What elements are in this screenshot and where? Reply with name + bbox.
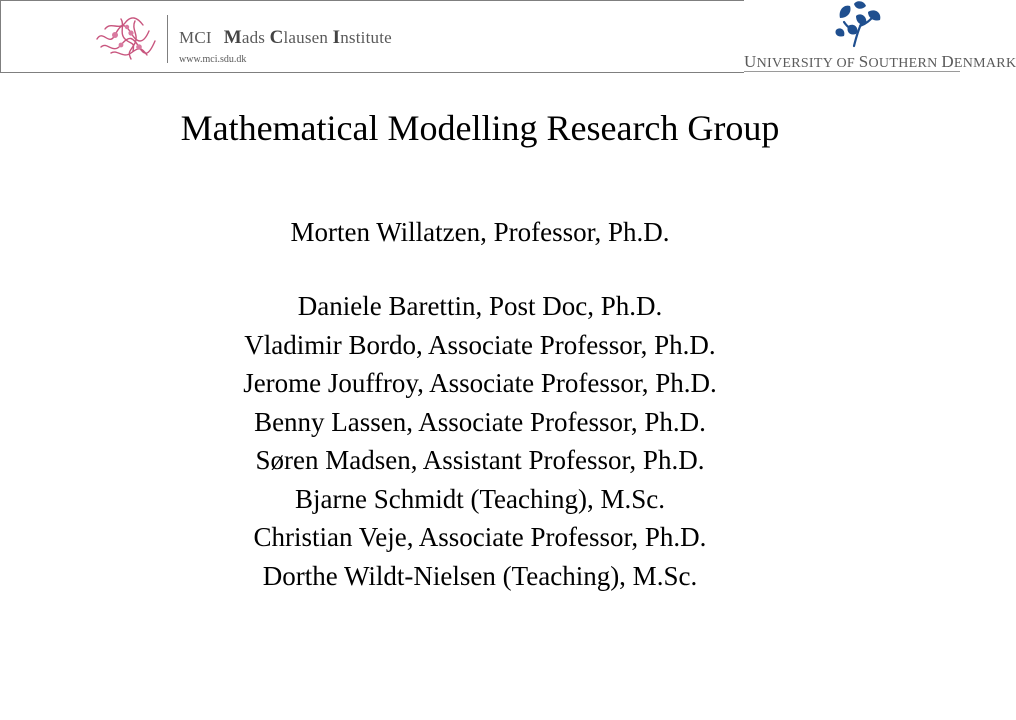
member-list <box>0 287 960 595</box>
university-underline <box>744 71 960 72</box>
list-item: Søren Madsen, Assistant Professor, Ph.D. <box>255 445 705 475</box>
institute-word-nstitute: nstitute <box>340 28 392 47</box>
university-word-outhern: OUTHERN <box>868 56 942 71</box>
sdu-tree-logo-icon <box>826 0 886 48</box>
list-item: Jerome Jouffroy, Associate Professor, Ph.D. <box>243 368 717 398</box>
group-leader: Morten Willatzen, Professor, Ph.D. <box>290 217 670 247</box>
institute-word-lausen: lausen <box>283 28 333 47</box>
institute-initial-i: I <box>332 27 341 48</box>
list-item: Dorthe Wildt-Nielsen (Teaching), M.Sc. <box>262 560 698 591</box>
institute-name <box>179 27 392 49</box>
university-name <box>744 52 1016 72</box>
institute-initial-m: M <box>223 27 242 48</box>
page-title: Mathematical Modelling Research Group <box>180 108 780 148</box>
university-initial-d: D <box>941 52 954 71</box>
mci-protein-logo-icon <box>91 11 163 63</box>
list-item: Vladimir Bordo, Associate Professor, Ph.D. <box>244 329 716 360</box>
institute-initial-c: C <box>269 27 284 48</box>
university-initial-s: S <box>858 52 869 71</box>
mci-abbreviation: MCI <box>179 28 212 47</box>
list-item: Christian Veje, Associate Professor, Ph.D. <box>253 522 707 552</box>
header-banner <box>0 0 744 73</box>
university-initial-u: U <box>744 52 757 71</box>
list-item: Daniele Barettin, Post Doc, Ph.D. <box>297 291 663 321</box>
list-item: Benny Lassen, Associate Professor, Ph.D. <box>254 406 706 437</box>
list-item: Bjarne Schmidt (Teaching), M.Sc. <box>294 483 666 514</box>
header-divider <box>167 15 168 63</box>
institute-word-ads: ads <box>241 28 270 47</box>
institute-url: www.mci.sdu.dk <box>179 54 247 65</box>
university-word-enmark: ENMARK <box>953 56 1016 71</box>
university-word-niversity: NIVERSITY OF <box>756 56 859 71</box>
